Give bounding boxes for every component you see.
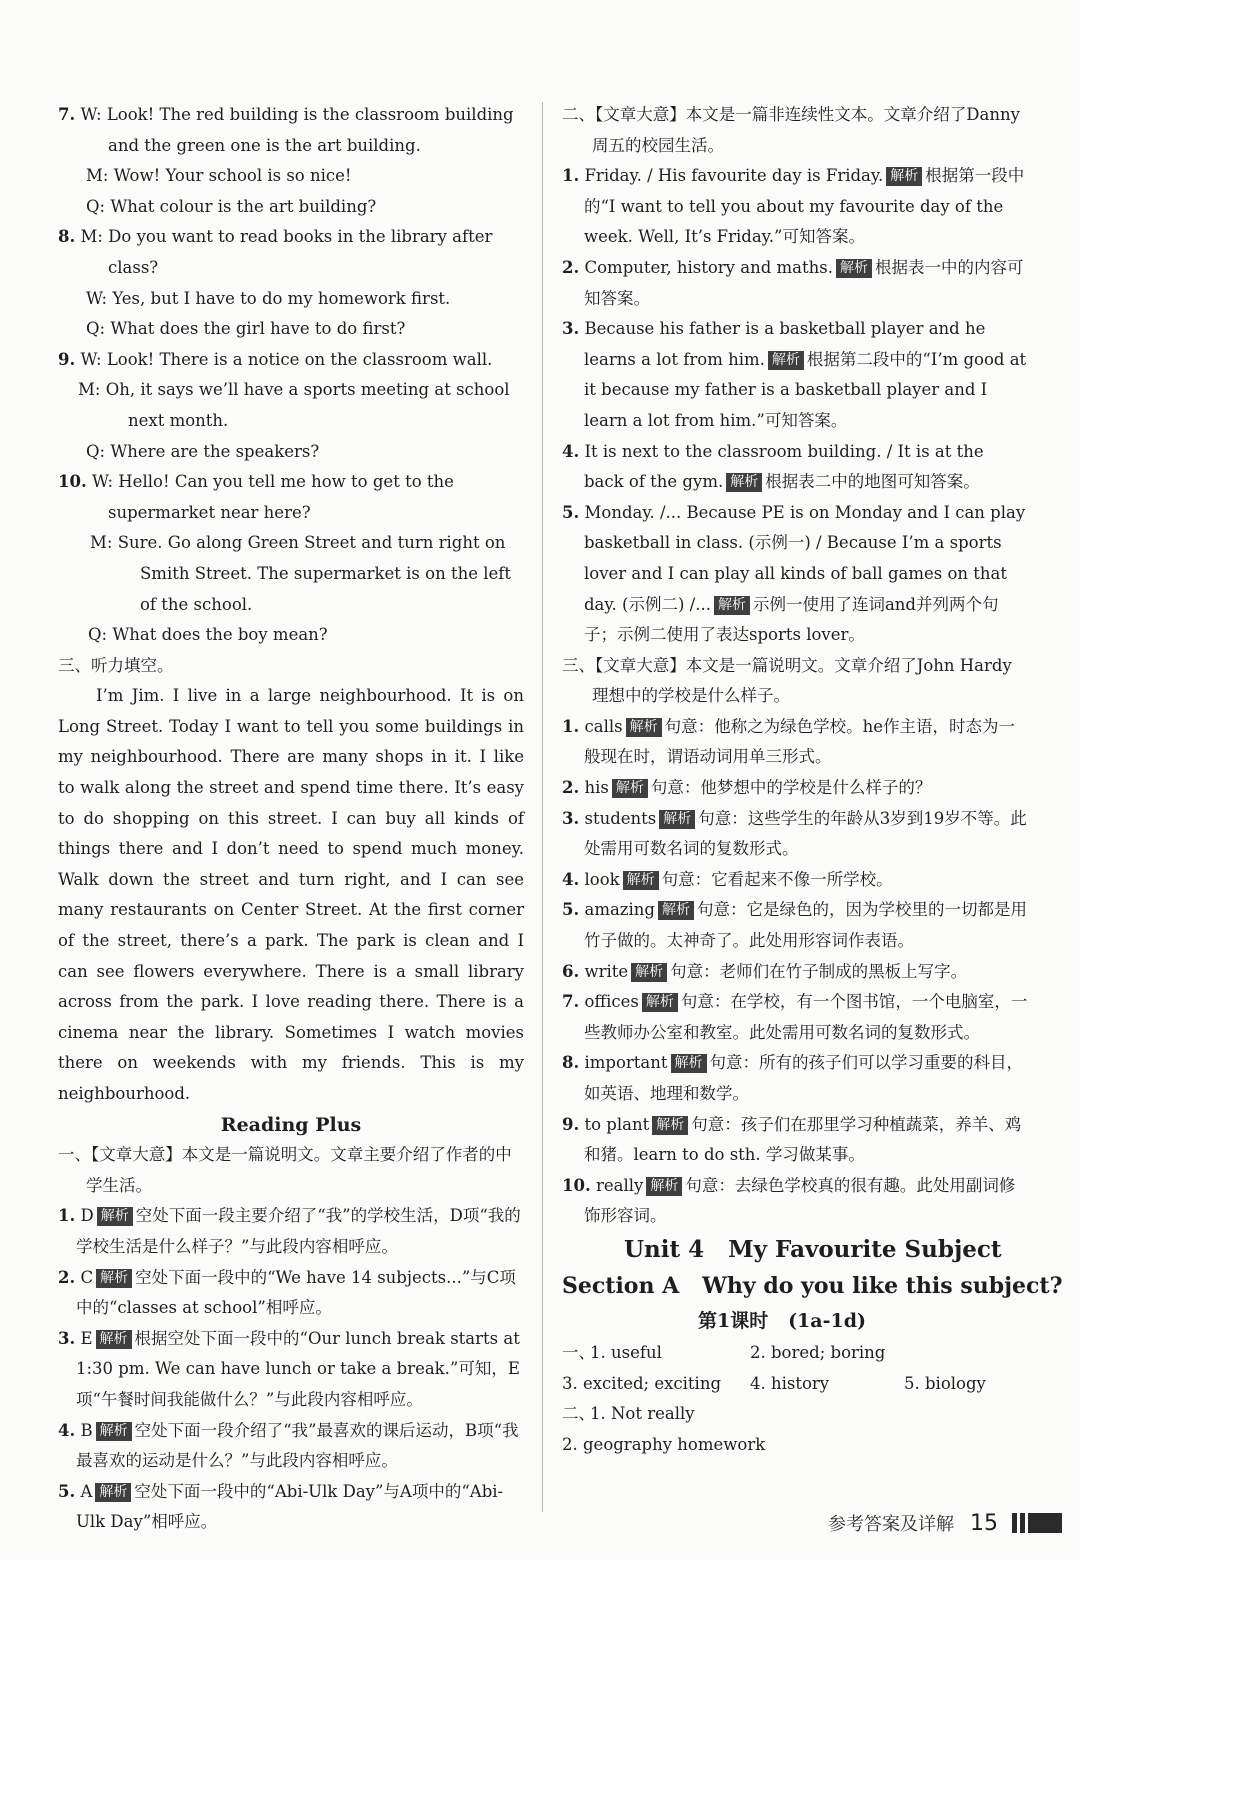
u4-part1-answer: 2. bored; boring	[750, 1342, 886, 1362]
jiexi-tag: 解析	[95, 1483, 131, 1502]
q10-question: Q: What does the boy mean?	[88, 625, 328, 645]
u4-part2-row-2	[562, 1430, 1028, 1461]
part3-answer-9: 9. to plant 解析 句意：孩子们在那里学习种植蔬菜，养羊、鸡和猪。learn to do sth. 学习做某事。	[562, 1114, 1022, 1165]
reading-plus-title: Reading Plus	[220, 1113, 362, 1136]
jiexi-tag: 解析	[726, 473, 762, 492]
part2-answer-2: 2. Computer, history and maths. 解析 根据表一中的内容可知答案。	[562, 257, 1024, 308]
jiexi-tag: 解析	[659, 810, 695, 829]
rp-answer-3: 3. E 解析 根据空处下面一段中的“Our lunch break starts at 1:30 pm. We can have lunch or take a break.”可知，E项“午餐时间我能做什么？”与此段内容相呼应。	[58, 1328, 520, 1409]
rp-answer-5: 5. A 解析 空处下面一段中的“Abi-Ulk Day”与A项中的“Abi-Ulk Day”相呼应。	[58, 1481, 504, 1532]
jiexi-tag: 解析	[658, 901, 694, 920]
part3-answer-7: 7. offices 解析 句意：在学校，有一个图书馆，一个电脑室，一些教师办公室和教室。此处需用可数名词的复数形式。	[562, 992, 1028, 1042]
jiexi-tag: 解析	[652, 1116, 688, 1135]
jiexi-tag: 解析	[623, 871, 659, 890]
listening-passage: I’m Jim. I live in a large neighbourhood. It is on Long Street. Today I want to tell you some buildings in my neighbourhood. There are many shops in it. I like to walk along the street and spend time there. It’s easy to do shopping on this street. I can buy all kinds of things there and I don’t need to spend much money. Walk down the street and turn right, and I can see many restaurants on Center Street. At the first corner of the street, there’s a park. The park is clean and I can see flowers everywhere. There is a small library across from the park. I love reading there. There is a cinema near the library. Sometimes I watch movies there on weekends with my friends. This is my neighbourhood.	[58, 686, 524, 1103]
q10-man-line: M: Sure. Go along Green Street and turn right on Smith Street. The supermarket is on the left of the school.	[90, 533, 512, 614]
page-number: 15	[970, 1510, 998, 1536]
q8-woman-line: W: Yes, but I have to do my homework first.	[86, 288, 451, 308]
q9-woman-line: 9. W: Look! There is a notice on the classroom wall.	[58, 349, 493, 369]
jiexi-tag: 解析	[612, 779, 648, 798]
u4-part1-row-1	[562, 1338, 1028, 1369]
q8-question: Q: What does the girl have to do first?	[86, 319, 406, 339]
q9-number: 9.	[58, 349, 76, 369]
part3-answer-6: 6. write 解析 句意：老师们在竹子制成的黑板上写字。	[562, 961, 968, 981]
footer-bars-icon	[1012, 1513, 1062, 1533]
u4-part1-label: 一、	[562, 1342, 595, 1362]
part3-heading: 三、【文章大意】本文是一篇说明文。文章介绍了John Hardy理想中的学校是什么样子。	[562, 655, 1012, 706]
part2-answer-3: 3. Because his father is a basketball player and he learns a lot from him. 解析 根据第二段中的“I’m good at it because my father is a basketball player and I learn a lot from him.”可知答案。	[562, 319, 1027, 430]
q10-woman-line: 10. W: Hello! Can you tell me how to get to the supermarket near here?	[58, 472, 454, 522]
u4-part1-answer: 5. biology	[904, 1373, 986, 1393]
part2-answer-1: 1. Friday. / His favourite day is Friday. 解析 根据第一段中的“I want to tell you about my favourite day of the week. Well, It’s Friday.”可知答案。	[562, 166, 1025, 247]
part3-answer-5: 5. amazing 解析 句意：它是绿色的，因为学校里的一切都是用竹子做的。太神奇了。此处用形容词作表语。	[562, 900, 1027, 951]
q7-woman-line: 7. W: Look! The red building is the classroom building and the green one is the art building.	[58, 105, 514, 155]
rp-answer-4: 4. B 解析 空处下面一段介绍了“我”最喜欢的课后运动，B项“我最喜欢的运动是什么？”与此段内容相呼应。	[58, 1420, 519, 1471]
footer-label: 参考答案及详解	[828, 1514, 954, 1535]
u4-part1-answer: 1. useful	[590, 1342, 662, 1362]
jiexi-tag: 解析	[836, 259, 872, 278]
page-footer	[828, 1508, 1062, 1538]
part3-answer-8: 8. important 解析 句意：所有的孩子们可以学习重要的科目，如英语、地理和数学。	[562, 1053, 1024, 1103]
unit-title: Unit 4 My Favourite Subject	[624, 1235, 1002, 1263]
part2-heading: 二、【文章大意】本文是一篇非连续性文本。文章介绍了Danny周五的校园生活。	[562, 105, 1020, 155]
rp-answer-1: 1. D 解析 空处下面一段主要介绍了“我”的学校生活，D项“我的学校生活是什么样子？”与此段内容相呼应。	[58, 1206, 521, 1256]
q8-man-line: 8. M: Do you want to read books in the library after class?	[58, 227, 493, 277]
right-column	[562, 100, 1063, 1460]
left-column	[58, 100, 524, 1538]
jiexi-tag: 解析	[714, 596, 750, 615]
q9-question: Q: Where are the speakers?	[86, 441, 320, 461]
jiexi-tag: 解析	[96, 1330, 132, 1349]
u4-part2-answer: 2. geography homework	[562, 1434, 766, 1454]
q7-man-line: M: Wow! Your school is so nice!	[86, 166, 352, 186]
jiexi-tag: 解析	[768, 351, 804, 370]
section-a-title: Section A Why do you like this subject?	[562, 1272, 1063, 1299]
jiexi-tag: 解析	[96, 1269, 132, 1288]
u4-part2-label: 二、	[562, 1404, 595, 1424]
listening-fill-heading: 三、听力填空。	[58, 655, 174, 675]
q10-number: 10.	[58, 472, 87, 492]
lesson-title: 第1课时 (1a-1d)	[698, 1309, 866, 1332]
jiexi-tag: 解析	[626, 718, 662, 737]
u4-part1-answer: 3. excited; exciting	[562, 1373, 722, 1393]
jiexi-tag: 解析	[642, 993, 678, 1012]
jiexi-tag: 解析	[97, 1207, 133, 1226]
rp-answer-2: 2. C 解析 空处下面一段中的“We have 14 subjects...”与C项中的“classes at school”相呼应。	[58, 1267, 516, 1318]
jiexi-tag: 解析	[671, 1054, 707, 1073]
u4-part1-answer: 4. history	[750, 1373, 830, 1393]
jiexi-tag: 解析	[886, 167, 922, 186]
q7-question: Q: What colour is the art building?	[86, 196, 377, 216]
u4-part1-row-2	[562, 1369, 1028, 1400]
q7-number: 7.	[58, 105, 76, 124]
rp-part1-heading: 一、【文章大意】本文是一篇说明文。文章主要介绍了作者的中学生活。	[58, 1145, 512, 1195]
q8-number: 8.	[58, 227, 76, 247]
u4-part2-answer: 1. Not really	[590, 1404, 695, 1424]
part3-answer-1: 1. calls 解析 句意：他称之为绿色学校。he作主语，时态为一般现在时，谓语动词用单三形式。	[562, 716, 1015, 767]
column-divider	[542, 102, 543, 1512]
q9-man-line: M: Oh, it says we’ll have a sports meeting at school next month.	[78, 380, 510, 430]
u4-part2-row-1	[562, 1399, 1028, 1430]
part2-answer-4: 4. It is next to the classroom building. / It is at the back of the gym. 解析 根据表二中的地图可知答案。	[562, 441, 984, 492]
part3-answer-3: 3. students 解析 句意：这些学生的年龄从3岁到19岁不等。此处需用可数名词的复数形式。	[562, 808, 1027, 859]
jiexi-tag: 解析	[646, 1177, 682, 1196]
jiexi-tag: 解析	[96, 1422, 132, 1441]
part2-answer-5: 5. Monday. /... Because PE is on Monday and I can play basketball in class. (示例一) / Because I’m a sports lover and I can play all kinds of ball games on that day. (示例二) /... 解析 示例一使用了连词and并列两个句子；示例二使用了表达sports lover。	[562, 502, 1026, 645]
part3-answer-2: 2. his 解析 句意：他梦想中的学校是什么样子的？	[562, 778, 932, 798]
jiexi-tag: 解析	[631, 963, 667, 982]
part3-answer-4: 4. look 解析 句意：它看起来不像一所学校。	[562, 869, 893, 889]
part3-answer-10: 10. really 解析 句意：去绿色学校真的很有趣。此处用副词修饰形容词。	[562, 1175, 1016, 1226]
